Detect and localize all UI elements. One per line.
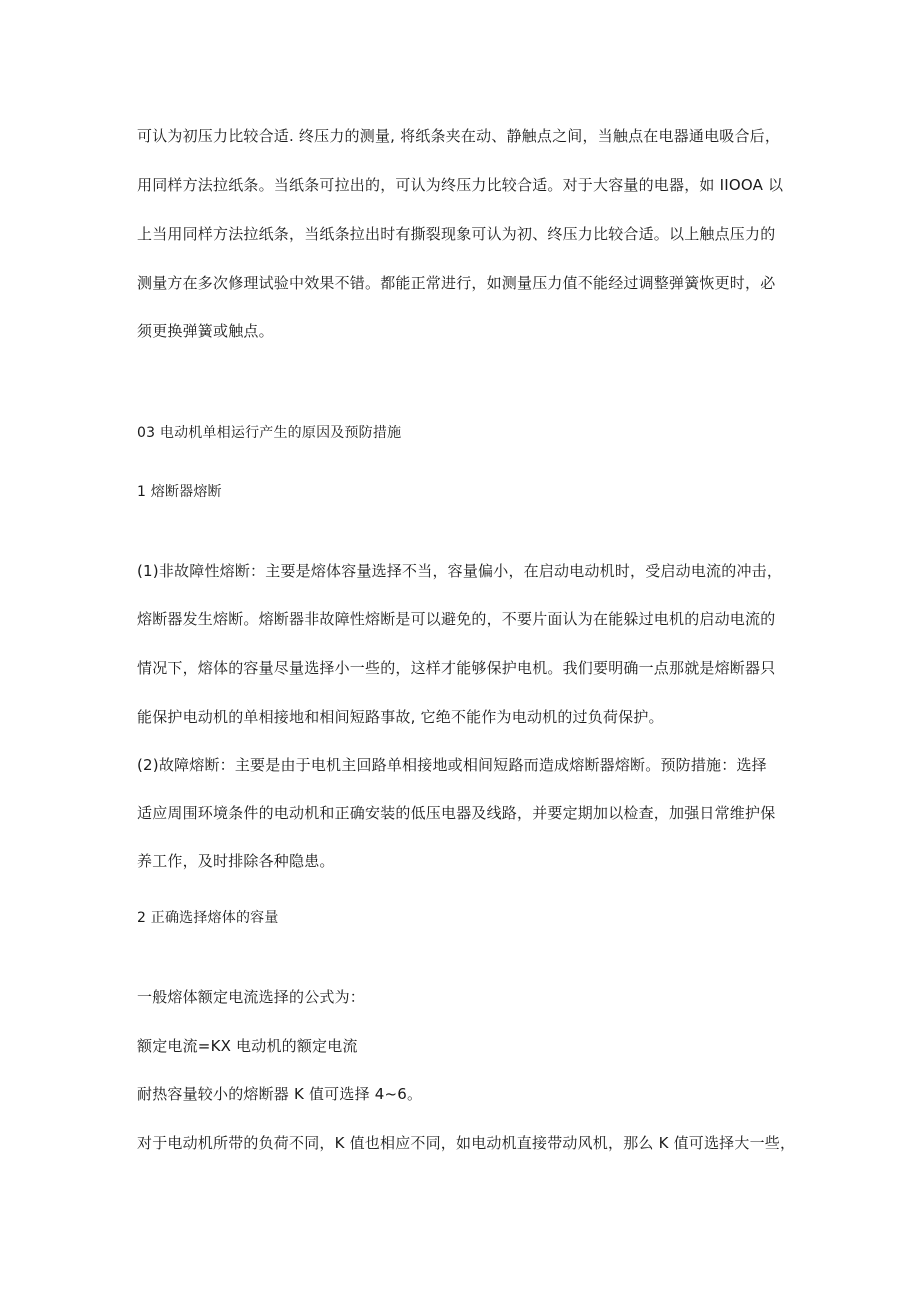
paragraph-line: (2)故障熔断：主要是由于电机主回路单相接地或相间短路而造成熔断器熔断。预防措施：选择 [137,756,767,774]
paragraph-line: 上当用同样方法拉纸条，当纸条拉出时有撕裂现象可认为初、终压力比较合适。以上触点压力的 [137,225,776,243]
paragraph-line: 须更换弹簧或触点。 [137,322,274,340]
paragraph-line: 能保护电动机的单相接地和相间短路事故, 它绝不能作为电动机的过负荷保护。 [137,708,664,726]
paragraph-line: 测量方在多次修理试验中效果不错。都能正常进行，如测量压力值不能经过调整弹簧恢更时，必 [137,274,776,292]
paragraph-line: 熔断器发生熔断。熔断器非故障性熔断是可以避免的，不要片面认为在能躲过电机的启动电流的 [137,610,776,628]
section-heading: 03 电动机单相运行产生的原因及预防措施 [137,425,402,441]
subheading-fuse-capacity: 2 正确选择熔体的容量 [137,910,279,926]
paragraph-line: 耐热容量较小的熔断器 K 值可选择 4~6。 [137,1085,423,1103]
paragraph-line: 养工作，及时排除各种隐患。 [137,852,335,870]
paragraph-line: 对于电动机所带的负荷不同，K 值也相应不同，如电动机直接带动风机，那么 K 值可选择大一些， [137,1134,796,1152]
paragraph-line: 一般熔体额定电流选择的公式为： [137,988,366,1006]
paragraph-line: 适应周围环境条件的电动机和正确安装的低压电器及线路，并要定期加以检查，加强日常维护保 [137,804,776,822]
paragraph-line: 情况下，熔体的容量尽量选择小一些的，这样才能够保护电机。我们要明确一点那就是熔断器只 [137,659,776,677]
formula-line: 额定电流=KX 电动机的额定电流 [137,1037,358,1055]
subheading-fuse-blown: 1 熔断器熔断 [137,484,222,500]
paragraph-line: 用同样方法拉纸条。当纸条可拉出的，可认为终压力比较合适。对于大容量的电器，如 IIOOA 以 [137,176,784,194]
paragraph-line: 可认为初压力比较合适. 终压力的测量, 将纸条夹在动、静触点之间，当触点在电器通电吸合后， [137,127,781,145]
paragraph-line: (1)非故障性熔断：主要是熔体容量选择不当，容量偏小，在启动电动机时，受启动电流的冲击， [137,562,783,580]
